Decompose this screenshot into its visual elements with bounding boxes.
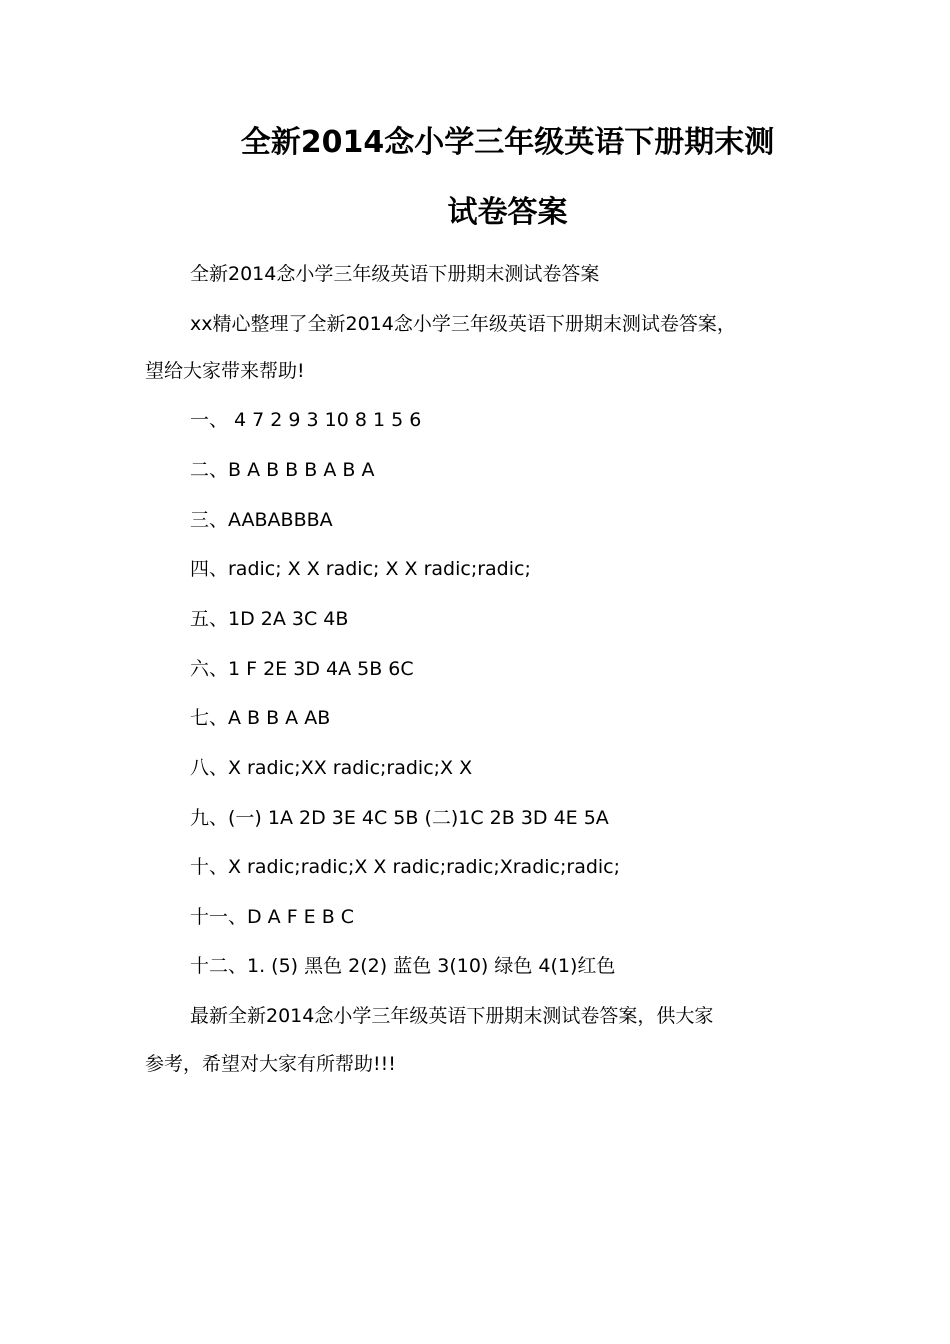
intro-paragraph-line-2: 望给大家带来帮助! <box>145 360 305 382</box>
document-title-line-1: 全新2014念小学三年级英语下册期末测 <box>240 125 775 160</box>
subtitle-paragraph: 全新2014念小学三年级英语下册期末测试卷答案 <box>190 263 600 285</box>
answer-line-3: 三、AABABBBA <box>190 509 333 531</box>
document-title-line-2: 试卷答案 <box>447 195 568 230</box>
answer-line-11: 十一、D A F E B C <box>190 906 355 928</box>
answer-line-10: 十、X radic;radic;X X radic;radic;Xradic;radic; <box>190 856 621 878</box>
answer-line-9: 九、(一) 1A 2D 3E 4C 5B (二)1C 2B 3D 4E 5A <box>190 807 609 829</box>
closing-paragraph-line-1: 最新全新2014念小学三年级英语下册期末测试卷答案，供大家 <box>190 1005 714 1027</box>
answer-line-7: 七、A B B A AB <box>190 707 331 729</box>
answer-line-1: 一、 4 7 2 9 3 10 8 1 5 6 <box>190 409 422 431</box>
intro-paragraph-line-1: xx精心整理了全新2014念小学三年级英语下册期末测试卷答案， <box>190 313 736 335</box>
closing-paragraph-line-2: 参考，希望对大家有所帮助!!! <box>145 1053 396 1075</box>
answer-line-5: 五、1D 2A 3C 4B <box>190 608 349 630</box>
answer-line-4: 四、radic; X X radic; X X radic;radic; <box>190 558 531 580</box>
answer-line-8: 八、X radic;XX radic;radic;X X <box>190 757 473 779</box>
answer-line-2: 二、B A B B B A B A <box>190 459 375 481</box>
answer-line-6: 六、1 F 2E 3D 4A 5B 6C <box>190 658 414 680</box>
answer-line-12: 十二、1. (5) 黑色 2(2) 蓝色 3(10) 绿色 4(1)红色 <box>190 955 616 977</box>
